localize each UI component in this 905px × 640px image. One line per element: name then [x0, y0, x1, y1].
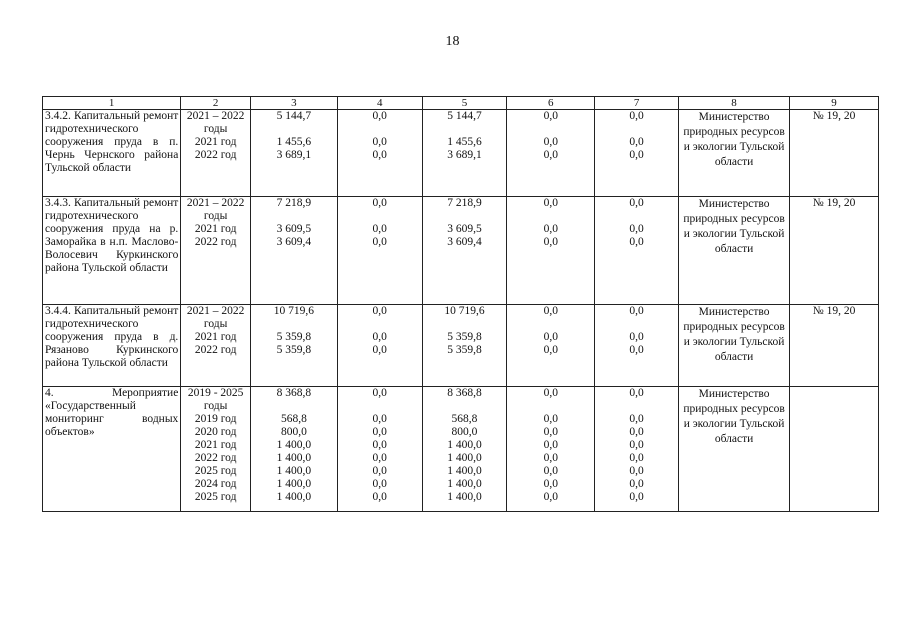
- period: 2024 год: [194, 478, 237, 490]
- value: 0,0: [372, 478, 387, 490]
- value: 1 400,0: [447, 478, 482, 490]
- indicator-ref: № 19, 20: [790, 305, 879, 387]
- col5-cell: [422, 197, 507, 305]
- value: 0,0: [629, 331, 644, 343]
- value: 0,0: [629, 197, 644, 209]
- value: 5 359,8: [447, 344, 482, 356]
- col-header: 3: [250, 97, 337, 110]
- value: 0,0: [543, 149, 558, 161]
- value: 0,0: [372, 136, 387, 148]
- value: 0,0: [629, 387, 644, 399]
- value: 0,0: [629, 491, 644, 503]
- value: 0,0: [629, 223, 644, 235]
- value: 0,0: [543, 387, 558, 399]
- value: 1 455,6: [447, 136, 482, 148]
- value: 0,0: [543, 413, 558, 425]
- col5-cell: [422, 387, 507, 512]
- value: 0,0: [629, 305, 644, 317]
- period: 2019 - 2025 годы: [187, 387, 244, 412]
- period-cell: [181, 197, 251, 305]
- value: 0,0: [543, 426, 558, 438]
- period: 2021 – 2022 годы: [186, 110, 245, 135]
- col5-cell: [422, 110, 507, 197]
- value: 0,0: [629, 439, 644, 451]
- value: 0,0: [543, 110, 558, 122]
- value: 1 400,0: [276, 491, 312, 503]
- value: 7 218,9: [447, 197, 482, 209]
- col4-cell: [337, 197, 422, 305]
- col4-cell: [337, 110, 422, 197]
- col-header: 6: [507, 97, 595, 110]
- value: 0,0: [629, 426, 644, 438]
- indicator-ref: [790, 387, 879, 512]
- measure-name: 4. Мероприятие «Государственный мониторинг водных объектов»: [43, 387, 181, 512]
- value: 0,0: [543, 439, 558, 451]
- table-row: [43, 305, 879, 387]
- col6-cell: [507, 197, 595, 305]
- value: 0,0: [372, 331, 387, 343]
- value: 0,0: [629, 149, 644, 161]
- period: 2022 год: [194, 149, 237, 161]
- col6-cell: [507, 305, 595, 387]
- value: 0,0: [372, 439, 387, 451]
- value: 0,0: [372, 149, 387, 161]
- col-header: 2: [181, 97, 251, 110]
- period: 2022 год: [194, 344, 237, 356]
- value: 3 609,5: [447, 223, 482, 235]
- col7-cell: [595, 387, 679, 512]
- col7-cell: [595, 305, 679, 387]
- value: 1 400,0: [276, 478, 312, 490]
- col3-cell: [250, 197, 337, 305]
- col-header: 9: [790, 97, 879, 110]
- value: 0,0: [372, 110, 387, 122]
- measure-name: 3.4.2. Капитальный ремонт гидротехнического сооружения пруда в п. Чернь Чернского района Тульской области: [43, 110, 181, 197]
- period-cell: [181, 305, 251, 387]
- table-row: [43, 387, 879, 512]
- value: 0,0: [372, 491, 387, 503]
- col3-cell: [250, 305, 337, 387]
- value: 0,0: [543, 136, 558, 148]
- value: 0,0: [629, 452, 644, 464]
- responsible-executor: Министерство природных ресурсов и экологии Тульской области: [679, 387, 790, 512]
- value: 8 368,8: [447, 387, 482, 399]
- col7-cell: [595, 110, 679, 197]
- period: 2021 год: [194, 331, 237, 343]
- value: 0,0: [629, 478, 644, 490]
- value: 0,0: [372, 344, 387, 356]
- period: 2022 год: [194, 236, 237, 248]
- page-number: 18: [445, 34, 460, 49]
- value: 0,0: [543, 465, 558, 477]
- value: 0,0: [629, 110, 644, 122]
- col-header: 8: [679, 97, 790, 110]
- period: 2020 год: [194, 426, 237, 438]
- value: 0,0: [629, 236, 644, 248]
- col3-cell: [250, 110, 337, 197]
- col7-cell: [595, 197, 679, 305]
- col5-cell: [422, 305, 507, 387]
- indicator-ref: № 19, 20: [790, 197, 879, 305]
- value: 0,0: [372, 236, 387, 248]
- col-header: 4: [337, 97, 422, 110]
- value: 0,0: [543, 197, 558, 209]
- value: 0,0: [543, 305, 558, 317]
- col4-cell: [337, 387, 422, 512]
- value: 0,0: [372, 305, 387, 317]
- period-cell: [181, 110, 251, 197]
- period: 2025 год: [194, 491, 237, 503]
- value: 1 400,0: [447, 491, 482, 503]
- period-cell: [181, 387, 251, 512]
- value: 568,8: [451, 413, 478, 425]
- value: 3 689,1: [447, 149, 482, 161]
- value: 3 689,1: [276, 149, 312, 161]
- value: 5 359,8: [276, 344, 312, 356]
- table-row: [43, 197, 879, 305]
- value: 0,0: [372, 452, 387, 464]
- value: 0,0: [372, 426, 387, 438]
- period: 2021 год: [194, 136, 237, 148]
- col3-cell: [250, 387, 337, 512]
- value: 3 609,5: [276, 223, 312, 235]
- value: 0,0: [543, 344, 558, 356]
- value: 3 609,4: [276, 236, 312, 248]
- value: 8 368,8: [276, 387, 312, 399]
- value: 0,0: [543, 478, 558, 490]
- period: 2021 год: [194, 439, 237, 451]
- value: 0,0: [543, 491, 558, 503]
- value: 0,0: [372, 413, 387, 425]
- value: 0,0: [543, 236, 558, 248]
- value: 0,0: [629, 136, 644, 148]
- responsible-executor: Министерство природных ресурсов и экологии Тульской области: [679, 305, 790, 387]
- value: 1 400,0: [447, 452, 482, 464]
- value: 7 218,9: [276, 197, 312, 209]
- value: 5 359,8: [276, 331, 312, 343]
- responsible-executor: Министерство природных ресурсов и экологии Тульской области: [679, 110, 790, 197]
- value: 0,0: [629, 344, 644, 356]
- value: 3 609,4: [447, 236, 482, 248]
- program-table: [42, 96, 879, 512]
- value: 1 400,0: [276, 465, 312, 477]
- value: 0,0: [543, 452, 558, 464]
- value: 0,0: [543, 223, 558, 235]
- value: 0,0: [543, 331, 558, 343]
- value: 1 400,0: [447, 465, 482, 477]
- value: 1 455,6: [276, 136, 312, 148]
- period: 2019 год: [194, 413, 237, 425]
- col4-cell: [337, 305, 422, 387]
- col-header: 5: [422, 97, 507, 110]
- period: 2021 – 2022 годы: [186, 305, 245, 330]
- col6-cell: [507, 387, 595, 512]
- value: 0,0: [629, 465, 644, 477]
- value: 800,0: [451, 426, 478, 438]
- col-header: 7: [595, 97, 679, 110]
- value: 5 359,8: [447, 331, 482, 343]
- measure-name: 3.4.3. Капитальный ремонт гидротехнического сооружения пруда на р. Заморайка в н.п. Маслово-Волосевич Куркинского района Тульской области: [43, 197, 181, 305]
- period: 2021 – 2022 годы: [186, 197, 245, 222]
- value: 0,0: [372, 197, 387, 209]
- period: 2025 год: [194, 465, 237, 477]
- value: 568,8: [280, 413, 307, 425]
- responsible-executor: Министерство природных ресурсов и экологии Тульской области: [679, 197, 790, 305]
- period: 2022 год: [194, 452, 237, 464]
- table-row: [43, 110, 879, 197]
- value: 5 144,7: [276, 110, 312, 122]
- value: 0,0: [372, 223, 387, 235]
- value: 0,0: [372, 387, 387, 399]
- col6-cell: [507, 110, 595, 197]
- value: 1 400,0: [276, 439, 312, 451]
- value: 5 144,7: [447, 110, 482, 122]
- value: 1 400,0: [276, 452, 312, 464]
- value: 800,0: [280, 426, 307, 438]
- measure-name: 3.4.4. Капитальный ремонт гидротехнического сооружения пруда в д. Рязаново Куркинского района Тульской области: [43, 305, 181, 387]
- header-row: [43, 97, 879, 110]
- period: 2021 год: [194, 223, 237, 235]
- value: 0,0: [372, 465, 387, 477]
- value: 10 719,6: [273, 305, 314, 317]
- indicator-ref: № 19, 20: [790, 110, 879, 197]
- value: 0,0: [629, 413, 644, 425]
- value: 10 719,6: [444, 305, 485, 317]
- value: 1 400,0: [447, 439, 482, 451]
- col-header: 1: [43, 97, 181, 110]
